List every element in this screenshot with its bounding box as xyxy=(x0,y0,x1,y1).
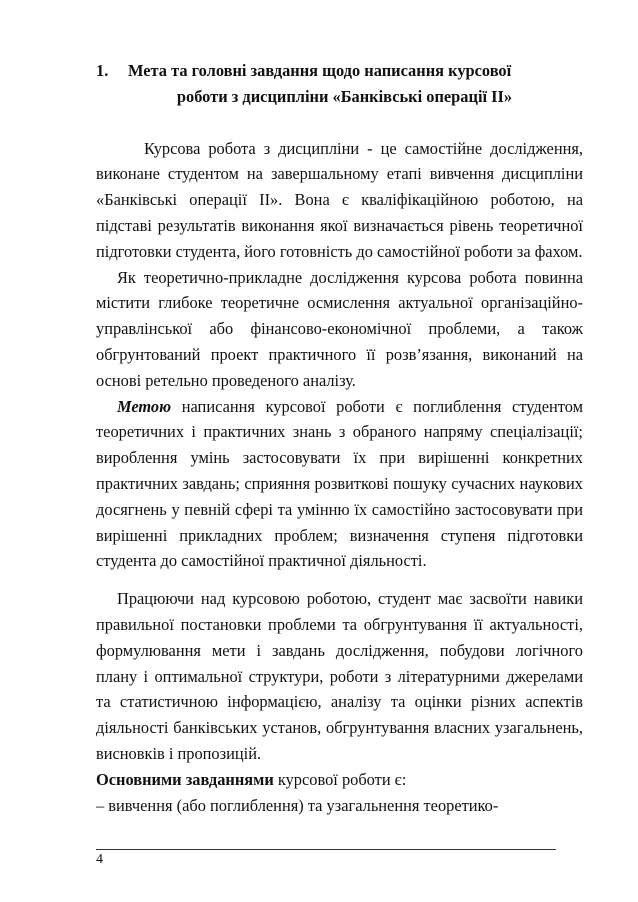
heading-number: 1. xyxy=(96,61,109,80)
list-item-first-task: – вивчення (або поглиблення) та узагальнення теоретико- xyxy=(96,795,499,815)
main-tasks-text: курсової роботи є: xyxy=(273,769,407,789)
main-tasks-term: Основними завданнями xyxy=(96,769,274,789)
footer-divider xyxy=(96,849,556,850)
heading-line-2: роботи з дисципліни «Банківські операції II» xyxy=(176,86,513,106)
section-heading xyxy=(96,58,583,110)
paragraph-skills: Працюючи над курсовою роботою, студент має засвоїти навики правильної постановки проблеми та обгрунтування її актуальності, формулювання мети і завдань дослідження, побудови логічного плану і оптимальної структури, роботи з літературними джерелами та статистичною інформацією, аналізу та оцінки різних аспектів діяльності банківських установ, обгрунтування власних узагальнень, висновків і пропозицій. xyxy=(96,589,583,763)
heading-line-1 xyxy=(96,58,583,84)
document-page xyxy=(96,58,583,818)
goal-term: Метою xyxy=(117,396,172,416)
heading-line-1-text: Мета та головні завдання щодо написання курсової xyxy=(128,61,512,80)
paragraph-goal xyxy=(96,394,583,575)
goal-text: написання курсової роботи є поглиблення студентом теоретичних і практичних знань з обраного напряму спеціалізації; вироблення умінь застосовувати їх при вирішенні конкретних практичних завдань; сприяння розвиткові пошуку сучасних наукових досягнень у певній сфері та умінню їх самостійно застосовувати при вирішенні прикладних проблем; визначення ступеня підготовки студента до самостійної практичної діяльності. xyxy=(96,396,583,571)
paragraph-course-definition: Курсова робота з дисципліни - це самостійне дослідження, виконане студентом на завершальному етапі вивчення дисципліни «Банківські операції II». Вона є кваліфікаційною роботою, на підставі результатів виконання якої визначається рівень теоретичної підготовки студента, його готовність до самостійної роботи за фахом. xyxy=(96,138,583,261)
page-number: 4 xyxy=(96,852,103,867)
paragraph-research-nature: Як теоретично-прикладне дослідження курсова робота повинна містити глибоке теоретичне осмислення актуальної організаційно-управлінської або фінансово-економічної проблеми, а також обгрунтований проект практичного її розв’язання, виконаний на основі ретельно проведеного аналізу. xyxy=(96,267,583,390)
paragraph-main-tasks xyxy=(96,767,583,793)
